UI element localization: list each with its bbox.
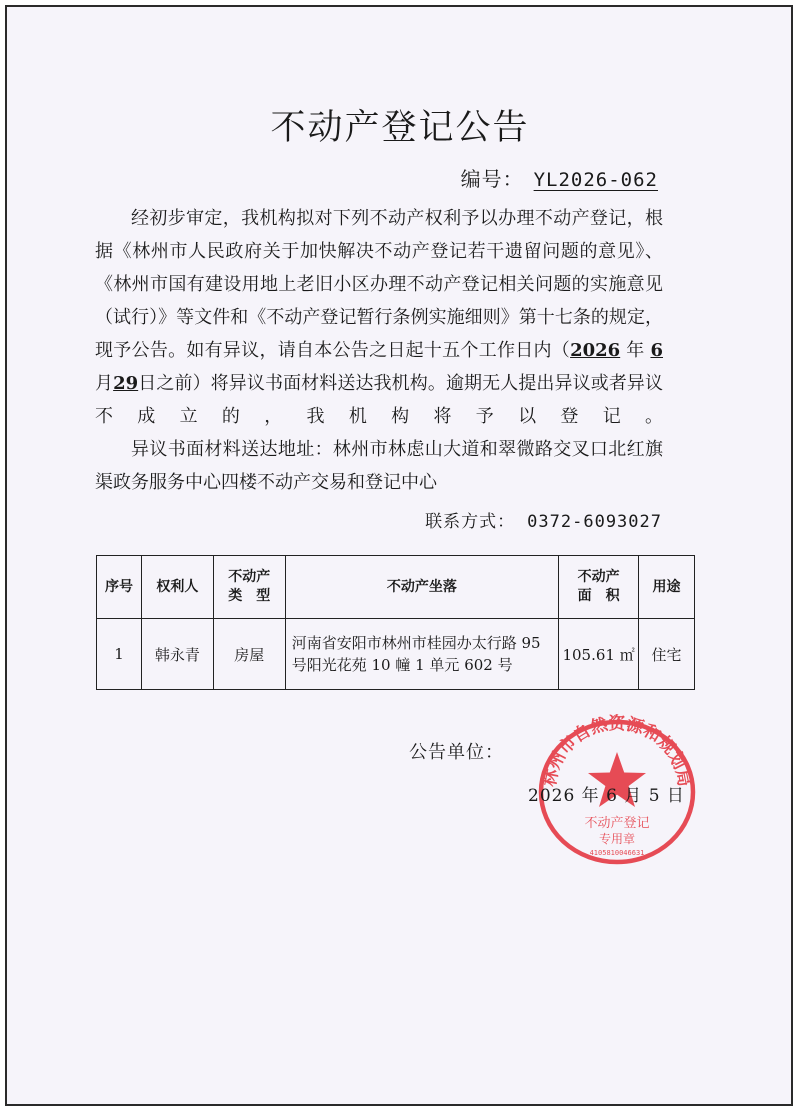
document-number-value: YL2026-062	[533, 169, 658, 191]
header-area: 不动产 面 积	[559, 556, 639, 619]
cell-area: 105.61 ㎡	[559, 619, 639, 690]
cell-location: 河南省安阳市林州市桂园办太行路 95 号阳光花苑 10 幢 1 单元 602 号	[285, 619, 558, 690]
issuing-unit-label: 公告单位：	[409, 742, 504, 763]
issue-date: 2026 年 6 月 5 日	[528, 786, 685, 806]
deadline-month: 6	[650, 340, 663, 361]
table-row	[97, 619, 695, 690]
deadline-day: 29	[113, 373, 139, 394]
cell-seq: 1	[97, 619, 142, 690]
seal-inner-line1: 不动产登记	[584, 816, 650, 831]
seal-outer-text: 林州市自然资源和规划局	[539, 714, 695, 789]
header-usage: 用途	[639, 556, 695, 619]
cell-type: 房屋	[213, 619, 285, 690]
seal-code: 4105810046631	[589, 849, 645, 857]
notice-body	[95, 202, 663, 499]
contact-label: 联系方式：	[425, 512, 516, 532]
header-seq: 序号	[97, 556, 142, 619]
contact-info	[425, 507, 662, 532]
deadline-year: 2026	[570, 340, 621, 361]
notice-title: 不动产登记公告	[270, 108, 530, 148]
paragraph-address: 异议书面材料送达地址：林州市林虑山大道和翠微路交叉口北红旗渠政务服务中心四楼不动产交易和登记中心	[95, 439, 663, 493]
header-location: 不动产坐落	[285, 556, 558, 619]
table-header-row	[97, 556, 695, 619]
paragraph-main: 经初步审定，我机构拟对下列不动产权利予以办理不动产登记，根据《林州市人民政府关于加快解决不动产登记若干遗留问题的意见》、《林州市国有建设用地上老旧小区办理不动产登记相关问题的实施意见（试行）》等文件和《不动产登记暂行条例实施细则》第十七条的规定，现予公告。如有异议，请自本公告之日起十五个工作日内（2026 年 6月29日之前）将异议书面材料送达我机构。逾期无人提出异议或者异议不成立的，我机构将予以登记。	[95, 208, 664, 427]
header-type: 不动产 类 型	[213, 556, 285, 619]
contact-phone: 0372-6093027	[527, 512, 662, 532]
seal-inner-line2: 专用章	[598, 832, 636, 846]
document-number-label: 编号：	[460, 167, 524, 191]
property-table	[96, 555, 695, 690]
cell-usage: 住宅	[639, 619, 695, 690]
document-number	[461, 163, 658, 192]
cell-holder: 韩永青	[141, 619, 213, 690]
header-holder: 权利人	[141, 556, 213, 619]
